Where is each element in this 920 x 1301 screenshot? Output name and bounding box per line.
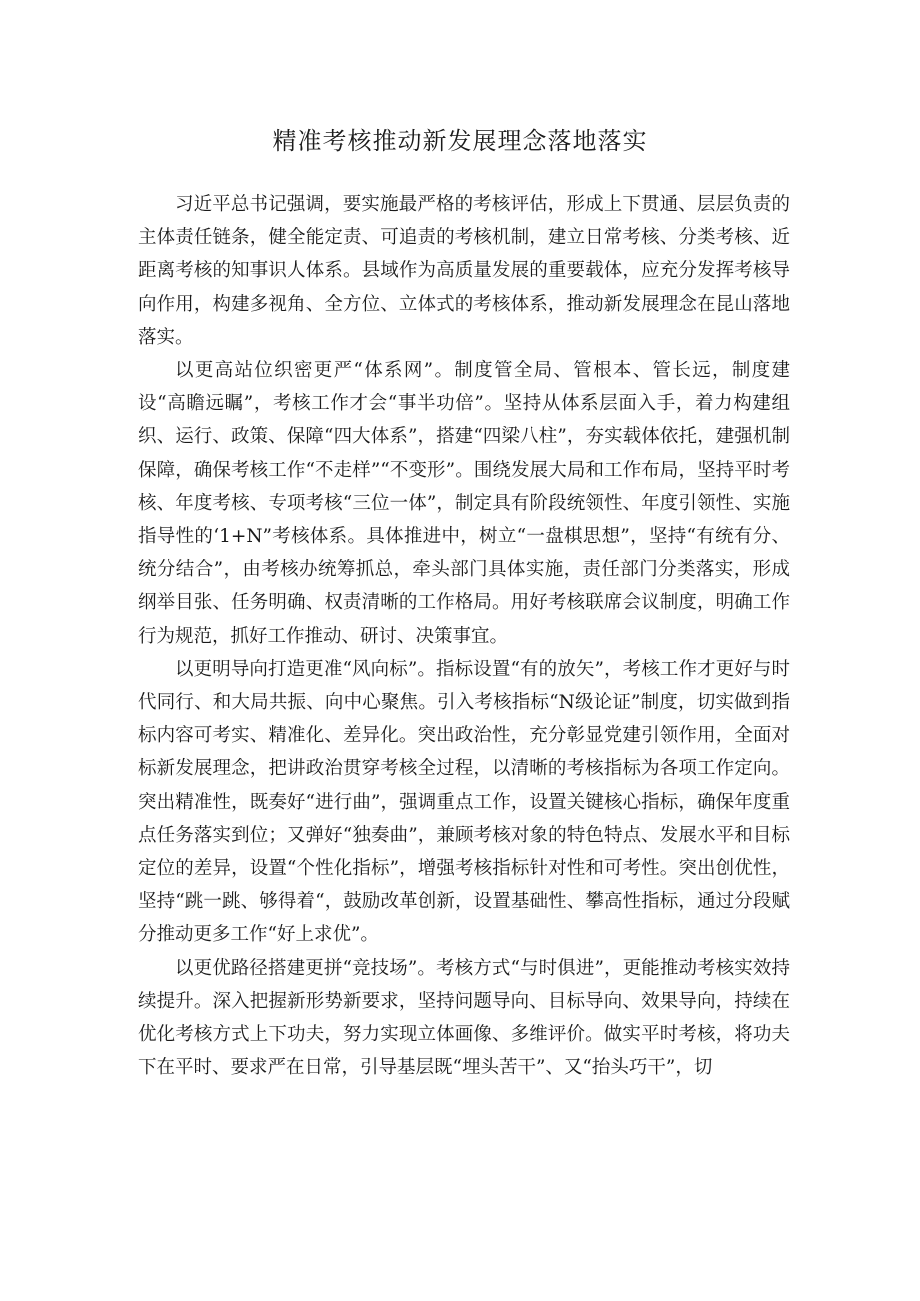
paragraph-system-network: 以更高站位织密更严“体系网”。制度管全局、管根本、管长远，制度建设“高瞻远瞩”，考核工作才会“事半功倍”。坚持从体系层面入手，着力构建组织、运行、政策、保障“四大体系”，搭建“四梁八柱”，夯实载体依托，建强机制保障，确保考核工作“不走样”“不变形”。围绕发展大局和工作布局，坚持平时考核、年度考核、专项考核“三位一体”，制定具有阶段统领性、年度引领性、实施指导性的‘1+N”考核体系。具体推进中，树立“一盘棋思想”，坚持“有统有分、统分结合”，由考核办统筹抓总，牵头部门具体实施，责任部门分类落实，形成纲举目张、任务明确、权责清晰的工作格局。用好考核联席会议制度，明确工作行为规范，抓好工作推动、研讨、决策事宜。 <box>138 360 790 647</box>
document-title: 精准考核推动新发展理念落地落实 <box>272 127 648 155</box>
paragraph-arena: 以更优路径搭建更拼“竞技场”。考核方式“与时俱进”，更能推动考核实效持续提升。深入把握新形势新要求，坚持问题导向、目标导向、效果导向，持续在优化考核方式上下功夫，努力实现立体画像、多维评价。做实平时考核，将功夫下在平时、要求严在日常，引导基层既“埋头苦干”、又“抬头巧干”，切 <box>138 957 790 1079</box>
document-body <box>138 188 790 1084</box>
paragraph-weathervane: 以更明导向打造更准“风向标”。指标设置“有的放矢”，考核工作才更好与时代同行、和大局共振、向中心聚焦。引入考核指标“N级论证”制度，切实做到指标内容可考实、精准化、差异化。突出政治性，充分彰显党建引领作用，全面对标新发展理念，把讲政治贯穿考核全过程，以清晰的考核指标为各项工作定向。突出精准性，既奏好“进行曲”，强调重点工作，设置关键核心指标，确保年度重点任务落实到位；又弹好“独奏曲”，兼顾考核对象的特色特点、发展水平和目标定位的差异，设置“个性化指标”，增强考核指标针对性和可考性。突出创优性，坚持“跳一跳、够得着“，鼓励改革创新，设置基础性、攀高性指标，通过分段赋分推动更多工作“好上求优”。 <box>138 658 790 946</box>
paragraph-intro: 习近平总书记强调，要实施最严格的考核评估，形成上下贯通、层层负责的主体责任链条，健全能定责、可追责的考核机制，建立日常考核、分类考核、近距离考核的知事识人体系。县域作为高质量发展的重要载体，应充分发挥考核导向作用，构建多视角、全方位、立体式的考核体系，推动新发展理念在昆山落地落实。 <box>138 194 790 348</box>
